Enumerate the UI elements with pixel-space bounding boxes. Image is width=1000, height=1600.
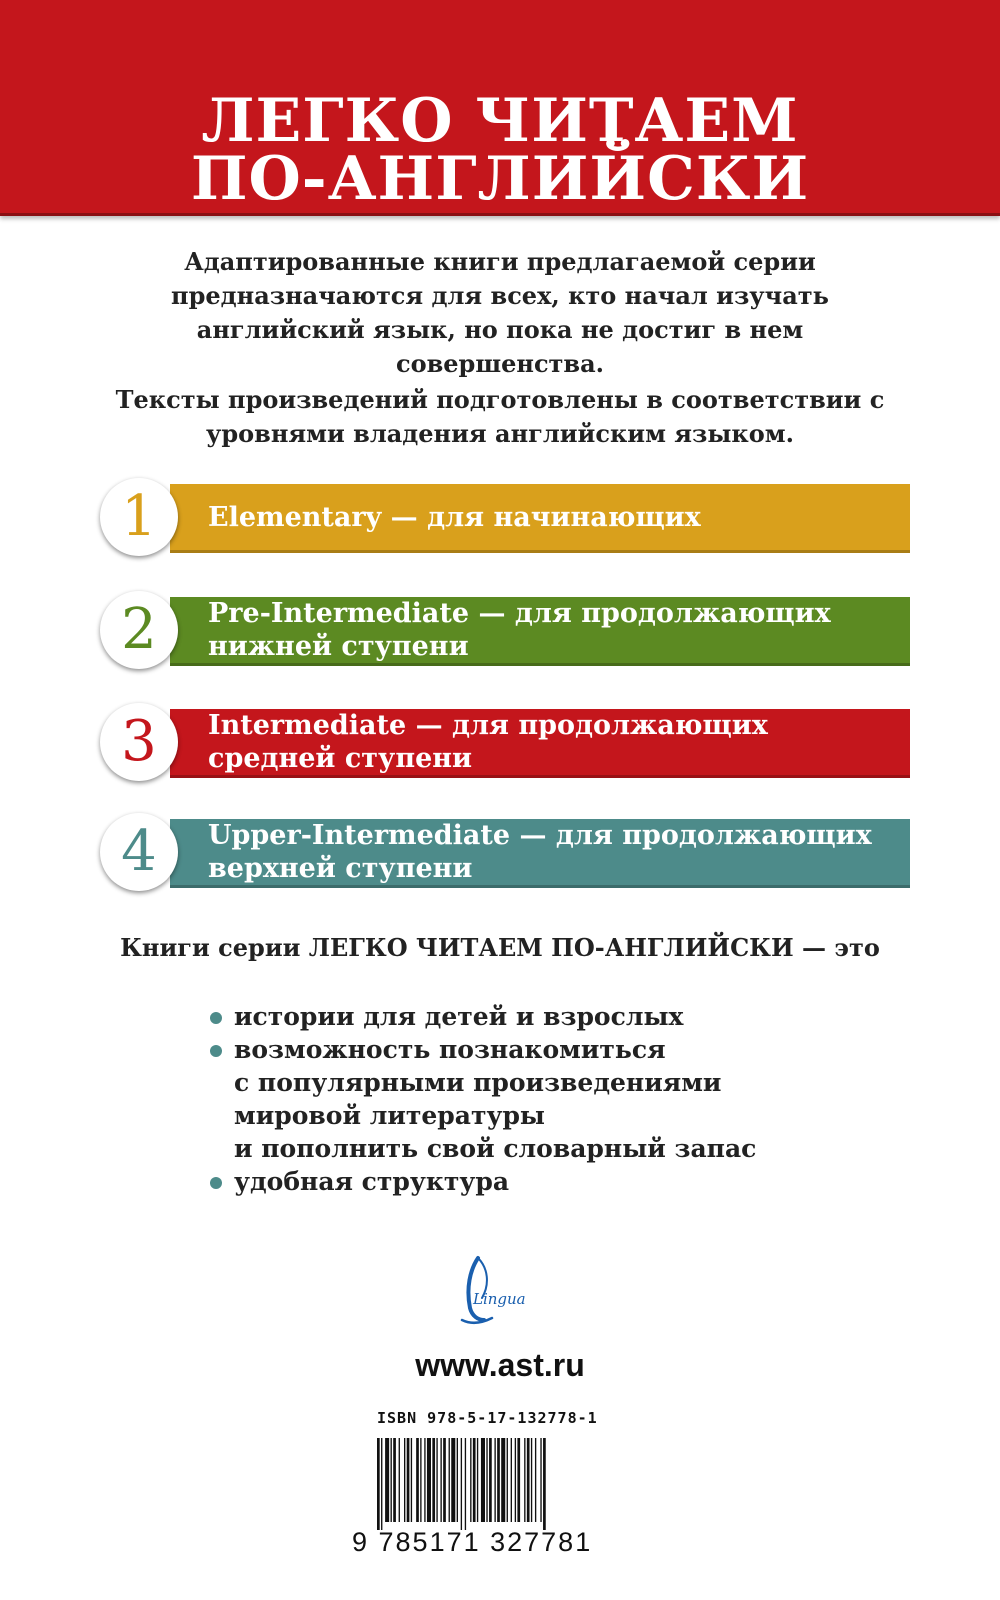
barcode-bar (497, 1438, 500, 1522)
barcode-bar (424, 1438, 425, 1522)
barcode-bar (407, 1438, 410, 1522)
level-line-2: средней ступени (208, 743, 473, 774)
barcode-bar (432, 1438, 435, 1522)
publisher-website: www.ast.ru (415, 1347, 585, 1383)
barcode-bar (481, 1438, 485, 1522)
barcode-bar (473, 1438, 476, 1522)
barcode-bar (377, 1438, 380, 1530)
level-row-3 (100, 703, 910, 781)
level-number-badge: 2 (100, 591, 178, 669)
level-row-1 (100, 478, 910, 556)
barcode (375, 1438, 627, 1530)
barcode-bar (540, 1438, 541, 1522)
barcode-bar (501, 1438, 505, 1522)
barcode-bar (420, 1438, 421, 1522)
level-number-badge: 3 (100, 703, 178, 781)
barcode-bar (411, 1438, 412, 1522)
level-line-2: верхней ступени (208, 853, 473, 884)
barcode-bar (391, 1438, 392, 1522)
barcode-bar (451, 1438, 455, 1522)
barcode-bar (486, 1438, 487, 1522)
feature-line: с популярными произведениями (234, 1068, 722, 1097)
barcode-bar (465, 1438, 466, 1530)
barcode-bar (404, 1438, 405, 1522)
level-line-2: нижней ступени (208, 631, 469, 662)
level-line-1: Upper-Intermediate — для продолжающих (208, 820, 872, 851)
feature-line: возможность познакомиться (234, 1035, 666, 1064)
level-description (208, 813, 908, 891)
barcode-bar (477, 1438, 478, 1522)
barcode-bar (511, 1438, 512, 1522)
feature-item (210, 1033, 850, 1165)
lingua-logo-text: Lingua (473, 1290, 526, 1308)
features-list (210, 1000, 850, 1198)
barcode-bar (507, 1438, 508, 1522)
level-description (208, 591, 908, 669)
barcode-bar (416, 1438, 419, 1522)
barcode-bar (457, 1438, 458, 1522)
barcode-digits: 9 785171 327781 (352, 1527, 593, 1557)
bullet-dot-icon (210, 1177, 222, 1189)
barcode-bar (443, 1438, 446, 1522)
isbn-label: ISBN 978-5-17-132778-1 (377, 1409, 598, 1427)
barcode-bar (531, 1438, 532, 1522)
barcode-bar (524, 1438, 525, 1522)
level-description (208, 478, 908, 556)
barcode-bar (393, 1438, 396, 1522)
barcode-bar (494, 1438, 495, 1522)
level-line-1: Pre-Intermediate — для продолжающих (208, 598, 831, 629)
barcode-bar (436, 1438, 437, 1522)
barcode-bar (399, 1438, 400, 1522)
barcode-bar (381, 1438, 382, 1530)
bullet-dot-icon (210, 1045, 222, 1057)
barcode-bar (449, 1438, 450, 1522)
level-row-2 (100, 591, 910, 669)
header-banner (0, 0, 1000, 216)
series-description: Книги серии ЛЕГКО ЧИТАЕМ ПО-АНГЛИЙСКИ — это (120, 933, 880, 962)
feature-line: мировой литературы (234, 1101, 545, 1130)
intro-paragraph-1: Адаптированные книги предлагаемой серии предназначаются для всех, кто начал изучать английский язык, но пока не достиг в нем совершенства. (171, 247, 829, 378)
feature-line: и пополнить свой словарный запас (234, 1134, 757, 1163)
level-number-badge: 4 (100, 813, 178, 891)
barcode-bar (543, 1438, 546, 1530)
level-line-1: Elementary — для начинающих (208, 501, 701, 533)
level-line-1: Intermediate — для продолжающих (208, 710, 768, 741)
barcode-bar (489, 1438, 492, 1522)
barcode-bar (470, 1438, 471, 1522)
intro-paragraph-2: Тексты произведений подготовлены в соответствии с уровнями владения английским языком. (115, 385, 885, 448)
series-title-line-1: ЛЕГКО ЧИТАЕМ (201, 86, 799, 156)
level-number-badge: 1 (100, 478, 178, 556)
barcode-bar (535, 1438, 536, 1522)
barcode-bar (440, 1438, 441, 1522)
barcode-bar (515, 1438, 516, 1522)
feature-line: удобная структура (234, 1167, 510, 1196)
level-description (208, 703, 908, 781)
series-title-line-2: ПО-АНГЛИЙСКИ (190, 144, 810, 214)
feature-item (210, 1165, 850, 1198)
barcode-bar (461, 1438, 462, 1530)
level-row-4 (100, 813, 910, 891)
feature-item (210, 1000, 850, 1033)
barcode-bar (427, 1438, 431, 1522)
barcode-bar (517, 1438, 520, 1522)
feature-line: истории для детей и взрослых (234, 1002, 684, 1031)
barcode-bar (385, 1438, 389, 1522)
bullet-dot-icon (210, 1012, 222, 1024)
barcode-bar (527, 1438, 530, 1522)
